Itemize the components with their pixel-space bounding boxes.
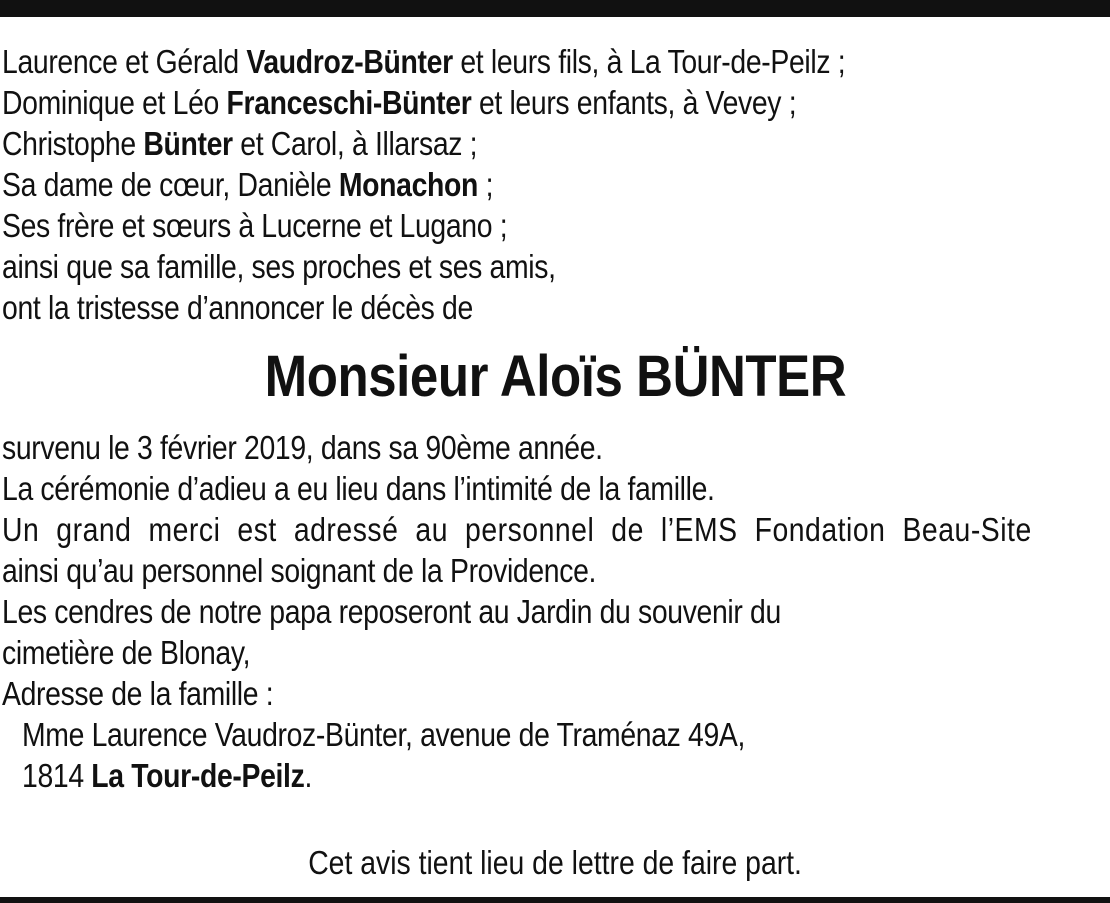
announcer-line: Dominique et Léo Franceschi-Bünter et leurs enfants, à Vevey ; [2,84,797,121]
address-heading: Adresse de la famille : [2,675,274,712]
detail-line: Un grand merci est adressé au personnel de l’EMS Fondation Beau-Site [2,511,1032,548]
announcement-line: ont la tristesse d’annoncer le décès de [2,289,473,326]
deceased-name: Monsieur Aloïs BÜNTER [264,344,846,409]
detail-line: Les cendres de notre papa reposeront au Jardin du souvenir du [2,593,781,630]
address-city-line: 1814 La Tour-de-Peilz. [22,757,313,794]
closing-note: Cet avis tient lieu de lettre de faire part. [308,844,802,881]
announcer-surname: Bünter [143,125,233,162]
announcer-surname: Vaudroz-Bünter [246,43,453,80]
family-line: Ses frère et sœurs à Lucerne et Lugano ; [2,207,508,244]
detail-line: ainsi qu’au personnel soignant de la Providence. [2,552,597,589]
announcer-line: Sa dame de cœur, Danièle Monachon ; [2,166,494,203]
announcer-surname: Franceschi-Bünter [226,84,472,121]
announcer-surname: Monachon [338,166,479,203]
family-line: ainsi que sa famille, ses proches et ses amis, [2,248,556,285]
detail-line: survenu le 3 février 2019, dans sa 90ème année. [2,429,603,466]
announcer-line: Laurence et Gérald Vaudroz-Bünter et leurs fils, à La Tour-de-Peilz ; [2,43,846,80]
announcer-line: Christophe Bünter et Carol, à Illarsaz ; [2,125,478,162]
bottom-border [0,897,1110,903]
address-line: Mme Laurence Vaudroz-Bünter, avenue de Traménaz 49A, [22,716,746,753]
detail-line: La cérémonie d’adieu a eu lieu dans l’intimité de la famille. [2,470,715,507]
detail-line: cimetière de Blonay, [2,634,251,671]
address-city: La Tour-de-Peilz [91,757,305,794]
